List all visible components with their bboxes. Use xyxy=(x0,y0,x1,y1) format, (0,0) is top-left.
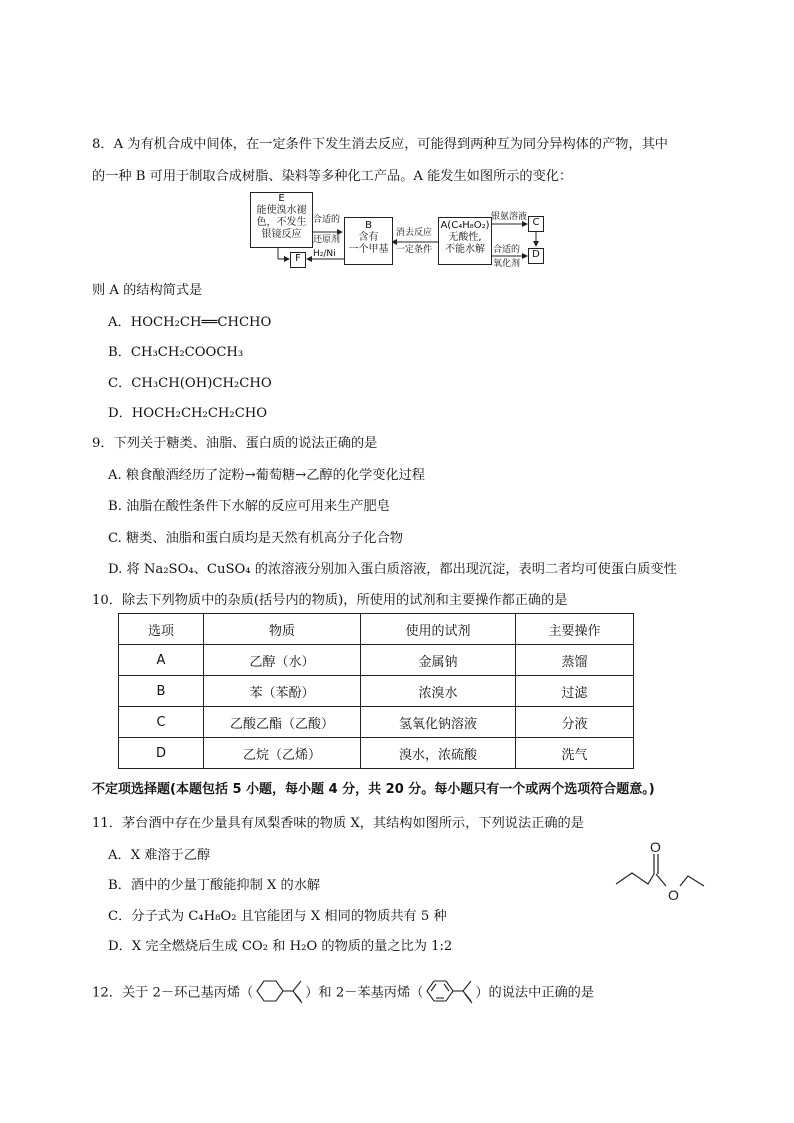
table-cell: C xyxy=(119,707,204,738)
q8-option-c: C．CH₃CH(OH)CH₂CHO xyxy=(108,376,272,391)
table-cell: 分液 xyxy=(516,707,634,738)
q9-option-a: A. 粮食酿酒经历了淀粉→葡萄糖→乙醇的化学变化过程 xyxy=(108,468,425,483)
table-cell: D xyxy=(119,738,204,769)
diagram-arrows xyxy=(0,0,794,300)
table-cell: 浓溴水 xyxy=(361,676,516,707)
table-cell: 金属钠 xyxy=(361,645,516,676)
q10-stem: 10．除去下列物质中的杂质(括号内的物质)，所使用的试剂和主要操作都正确的是 xyxy=(92,593,568,608)
q8-stem-line1: 8．A 为有机合成中间体，在一定条件下发生消去反应，可能得到两种互为同分异构体的产物，其中 xyxy=(92,137,668,152)
q8-option-a: A．HOCH₂CH══CHCHO xyxy=(108,315,272,330)
box-e-line: 色，不发生 xyxy=(256,217,307,228)
q11-option-c: C．分子式为 C₄H₈O₂ 且官能团与 X 相同的物质共有 5 种 xyxy=(108,909,447,924)
ethyl-butanoate-structure xyxy=(612,838,712,906)
table-cell: A xyxy=(119,645,204,676)
table-cell: 洗气 xyxy=(516,738,634,769)
label-f-b: H₂/Ni xyxy=(313,249,336,259)
table-row xyxy=(119,707,634,738)
table-cell: 苯（苯酚） xyxy=(204,676,361,707)
box-e-line: 能使溴水褪 xyxy=(256,205,307,216)
table-row xyxy=(119,645,634,676)
box-a xyxy=(438,217,492,265)
ester-oxygen-label: O xyxy=(668,887,679,903)
q9-option-b: B. 油脂在酸性条件下水解的反应可用来生产肥皂 xyxy=(108,499,390,514)
q12-part3: ）的说法中正确的是 xyxy=(475,985,595,1001)
table-cell: 氢氧化钠溶液 xyxy=(361,707,516,738)
box-a-line: A(C₄H₈O₂) xyxy=(440,220,490,231)
section-heading: 不定项选择题(本题包括 5 小题，每小题 4 分，共 20 分。每小题只有一个或两个选项符合题意。) xyxy=(92,782,655,797)
q12-part2: ）和 2－苯基丙烯（ xyxy=(305,985,424,1001)
box-a-line: 不能水解 xyxy=(445,244,485,255)
table-header-cell: 主要操作 xyxy=(516,614,634,645)
table-cell: B xyxy=(119,676,204,707)
label-e-b-bottom: 还原剂 xyxy=(313,235,341,245)
phenyl-propene-structure xyxy=(423,984,475,1002)
q8-option-d: D．HOCH₂CH₂CH₂CHO xyxy=(108,406,268,421)
box-b-line: 含有 xyxy=(358,232,379,243)
box-e-line: 银镜反应 xyxy=(261,229,302,240)
table-cell: 乙酸乙酯（乙酸） xyxy=(204,707,361,738)
q8-option-b: B．CH₃CH₂COOCH₃ xyxy=(108,345,244,360)
box-e-line: E xyxy=(278,193,285,204)
box-b xyxy=(344,217,393,265)
q12-part1: 12．关于 2－环己基丙烯（ xyxy=(92,985,254,1001)
table-cell: 溴水，浓硫酸 xyxy=(361,738,516,769)
table-header-cell: 选项 xyxy=(119,614,204,645)
q9-stem: 9．下列关于糖类、油脂、蛋白质的说法正确的是 xyxy=(92,436,378,451)
q10-table xyxy=(118,613,634,769)
table-cell: 过滤 xyxy=(516,676,634,707)
q9-option-c: C. 糖类、油脂和蛋白质均是天然有机高分子化合物 xyxy=(108,531,403,546)
table-cell: 乙醇（水） xyxy=(204,645,361,676)
carbonyl-oxygen-label: O xyxy=(650,839,661,855)
q11-stem: 11．茅台酒中存在少量具有凤梨香味的物质 X，其结构如图所示，下列说法正确的是 xyxy=(92,816,584,831)
cyclohexyl-propene-structure xyxy=(253,984,305,1002)
box-b-line: B xyxy=(365,220,372,231)
box-e xyxy=(250,192,313,248)
table-cell: 蒸馏 xyxy=(516,645,634,676)
box-f: F xyxy=(290,252,306,268)
q8-stem-line2: 的一种 B 可用于制取合成树脂、染料等多种化工产品。A 能发生如图所示的变化： xyxy=(92,169,573,184)
q9-option-d: D. 将 Na₂SO₄、CuSO₄ 的浓溶液分别加入蛋白质溶液，都出现沉淀，表明二者均可使蛋白质变性 xyxy=(108,562,677,577)
box-c: C xyxy=(528,216,544,232)
q11-option-a: A．X 难溶于乙醇 xyxy=(108,848,211,863)
label-a-b-bottom: 一定条件 xyxy=(396,245,433,255)
q12-stem xyxy=(92,984,594,1003)
q8-question: 则 A 的结构简式是 xyxy=(92,283,203,298)
box-d: D xyxy=(528,248,544,264)
q11-option-b: B．酒中的少量丁酸能抑制 X 的水解 xyxy=(108,878,321,893)
table-header-cell: 使用的试剂 xyxy=(361,614,516,645)
box-b-line: 一个甲基 xyxy=(348,244,389,255)
label-a-d-top: 合适的 xyxy=(493,245,521,255)
label-e-b-top: 合适的 xyxy=(313,215,341,225)
label-a-c: 银氨溶液 xyxy=(491,212,528,222)
table-cell: 乙烷（乙烯） xyxy=(204,738,361,769)
table-row xyxy=(119,738,634,769)
table-header-row xyxy=(119,614,634,645)
label-a-d-bottom: 氧化剂 xyxy=(493,259,521,269)
box-a-line: 无酸性, xyxy=(448,232,482,243)
label-a-b-top: 消去反应 xyxy=(396,228,433,238)
table-row xyxy=(119,676,634,707)
table-header-cell: 物质 xyxy=(204,614,361,645)
q11-option-d: D．X 完全燃烧后生成 CO₂ 和 H₂O 的物质的量之比为 1:2 xyxy=(108,939,453,954)
